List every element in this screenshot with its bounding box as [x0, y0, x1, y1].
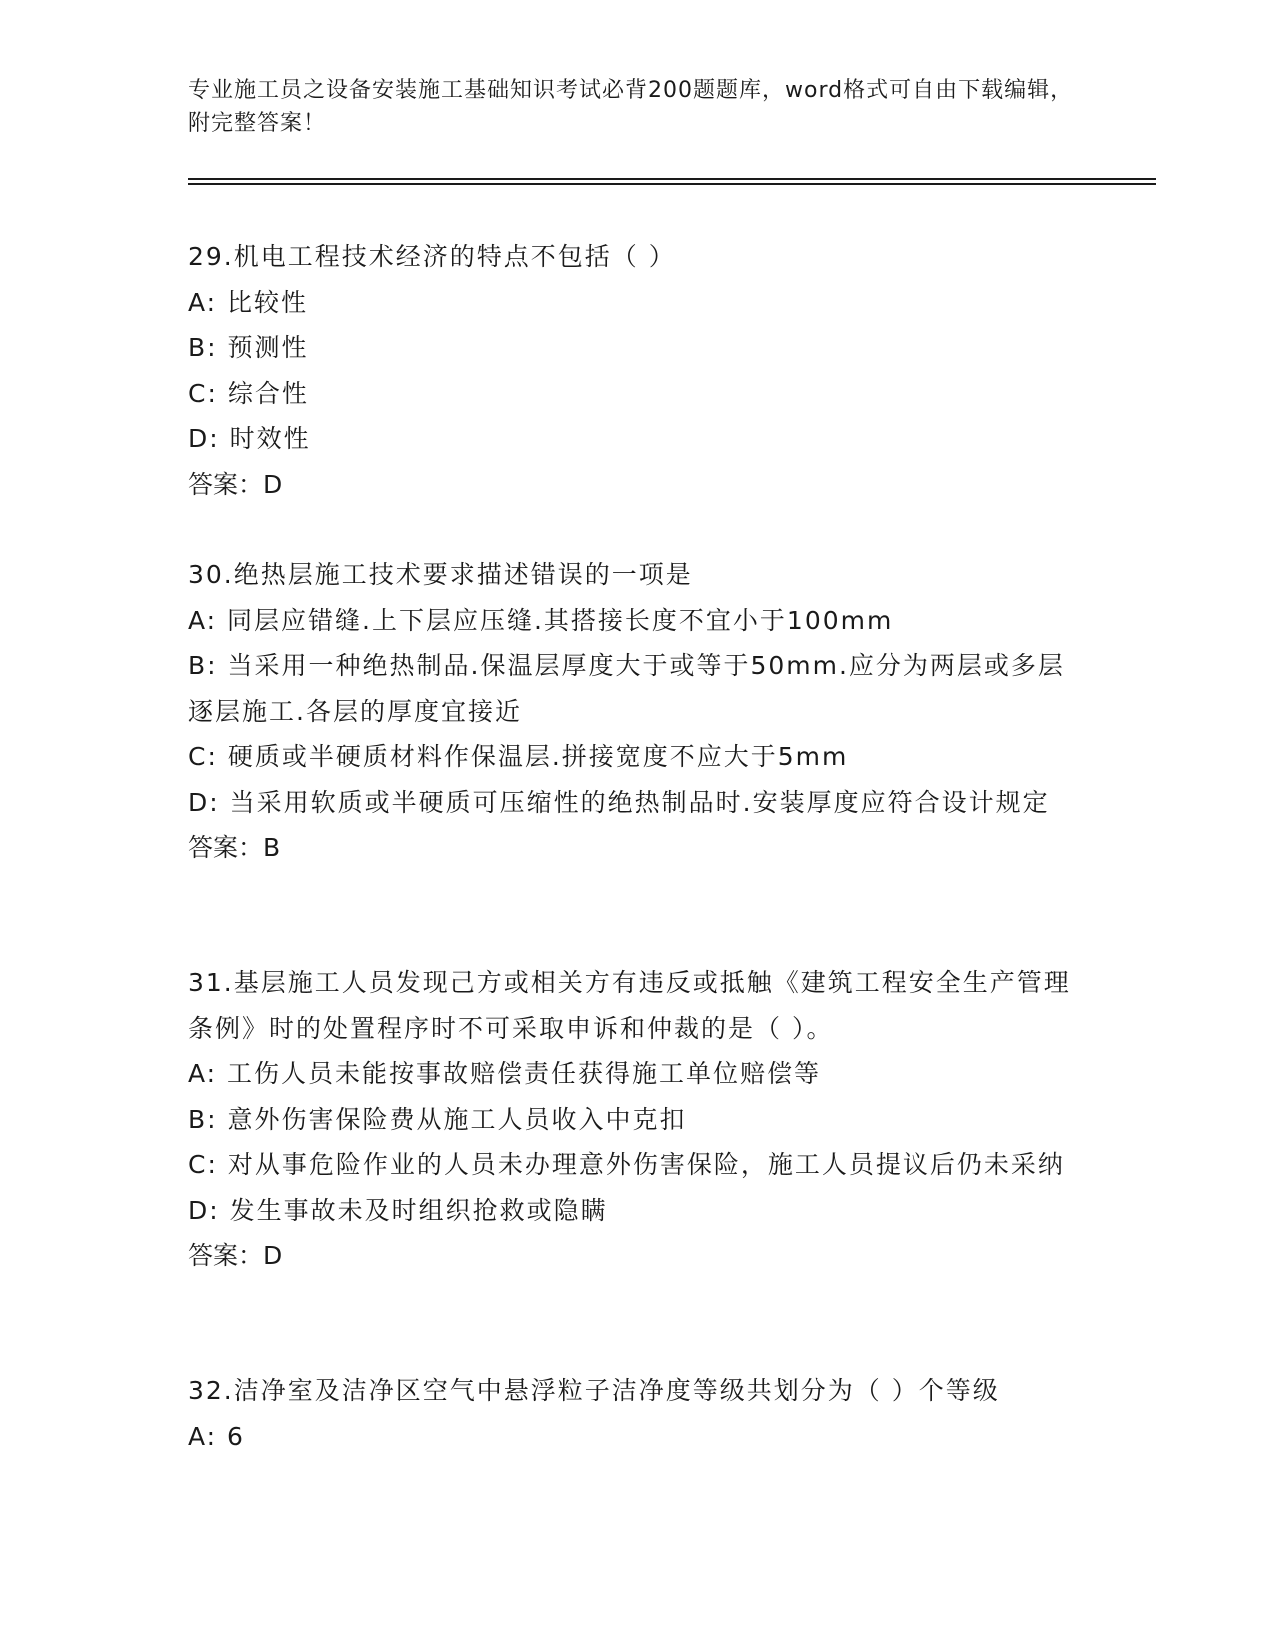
option-a: A: 6 [188, 1421, 245, 1451]
option-c: C: 对从事危险作业的人员未办理意外伤害保险，施工人员提议后仍未采纳 [188, 1150, 1065, 1179]
option-a: A: 同层应错缝.上下层应压缝.其搭接长度不宜小于100mm [188, 605, 894, 635]
option-d: D: 发生事故未及时组织抢救或隐瞒 [188, 1195, 608, 1225]
question-stem: 32.洁净室及洁净区空气中悬浮粒子洁净度等级共划分为（ ）个等级 [188, 1376, 1000, 1405]
question-32 [188, 1368, 1088, 1459]
question-31 [188, 960, 1088, 1279]
option-b: B: 当采用一种绝热制品.保温层厚度大于或等于50mm.应分为两层或多层逐层施工.各层的厚度宜接近 [188, 651, 1065, 726]
question-30 [188, 552, 1088, 871]
question-stem: 29.机电工程技术经济的特点不包括（ ） [188, 242, 676, 271]
question-29 [188, 234, 1088, 507]
document-header: 专业施工员之设备安装施工基础知识考试必背200题题库，word格式可自由下载编辑，附完整答案！ [188, 78, 1074, 136]
option-b: B: 预测性 [188, 333, 309, 362]
option-d: D: 时效性 [188, 424, 311, 453]
answer-text: 答案：D [188, 469, 283, 499]
option-a: A: 比较性 [188, 287, 309, 317]
question-stem: 31.基层施工人员发现己方或相关方有违反或抵触《建筑工程安全生产管理条例》时的处置程序时不可采取申诉和仲裁的是（ ）。 [188, 968, 1071, 1043]
header-divider-top [188, 178, 1156, 180]
option-a: A: 工伤人员未能按事故赔偿责任获得施工单位赔偿等 [188, 1059, 822, 1088]
question-stem: 30.绝热层施工技术要求描述错误的一项是 [188, 560, 693, 589]
option-b: B: 意外伤害保险费从施工人员收入中克扣 [188, 1104, 687, 1134]
answer-text: 答案：B [188, 833, 281, 862]
option-c: C: 硬质或半硬质材料作保温层.拼接宽度不应大于5mm [188, 742, 849, 771]
answer-text: 答案：D [188, 1241, 283, 1270]
option-d: D: 当采用软质或半硬质可压缩性的绝热制品时.安装厚度应符合设计规定 [188, 787, 1050, 817]
header-divider-bottom [188, 183, 1156, 185]
option-c: C: 综合性 [188, 378, 309, 408]
